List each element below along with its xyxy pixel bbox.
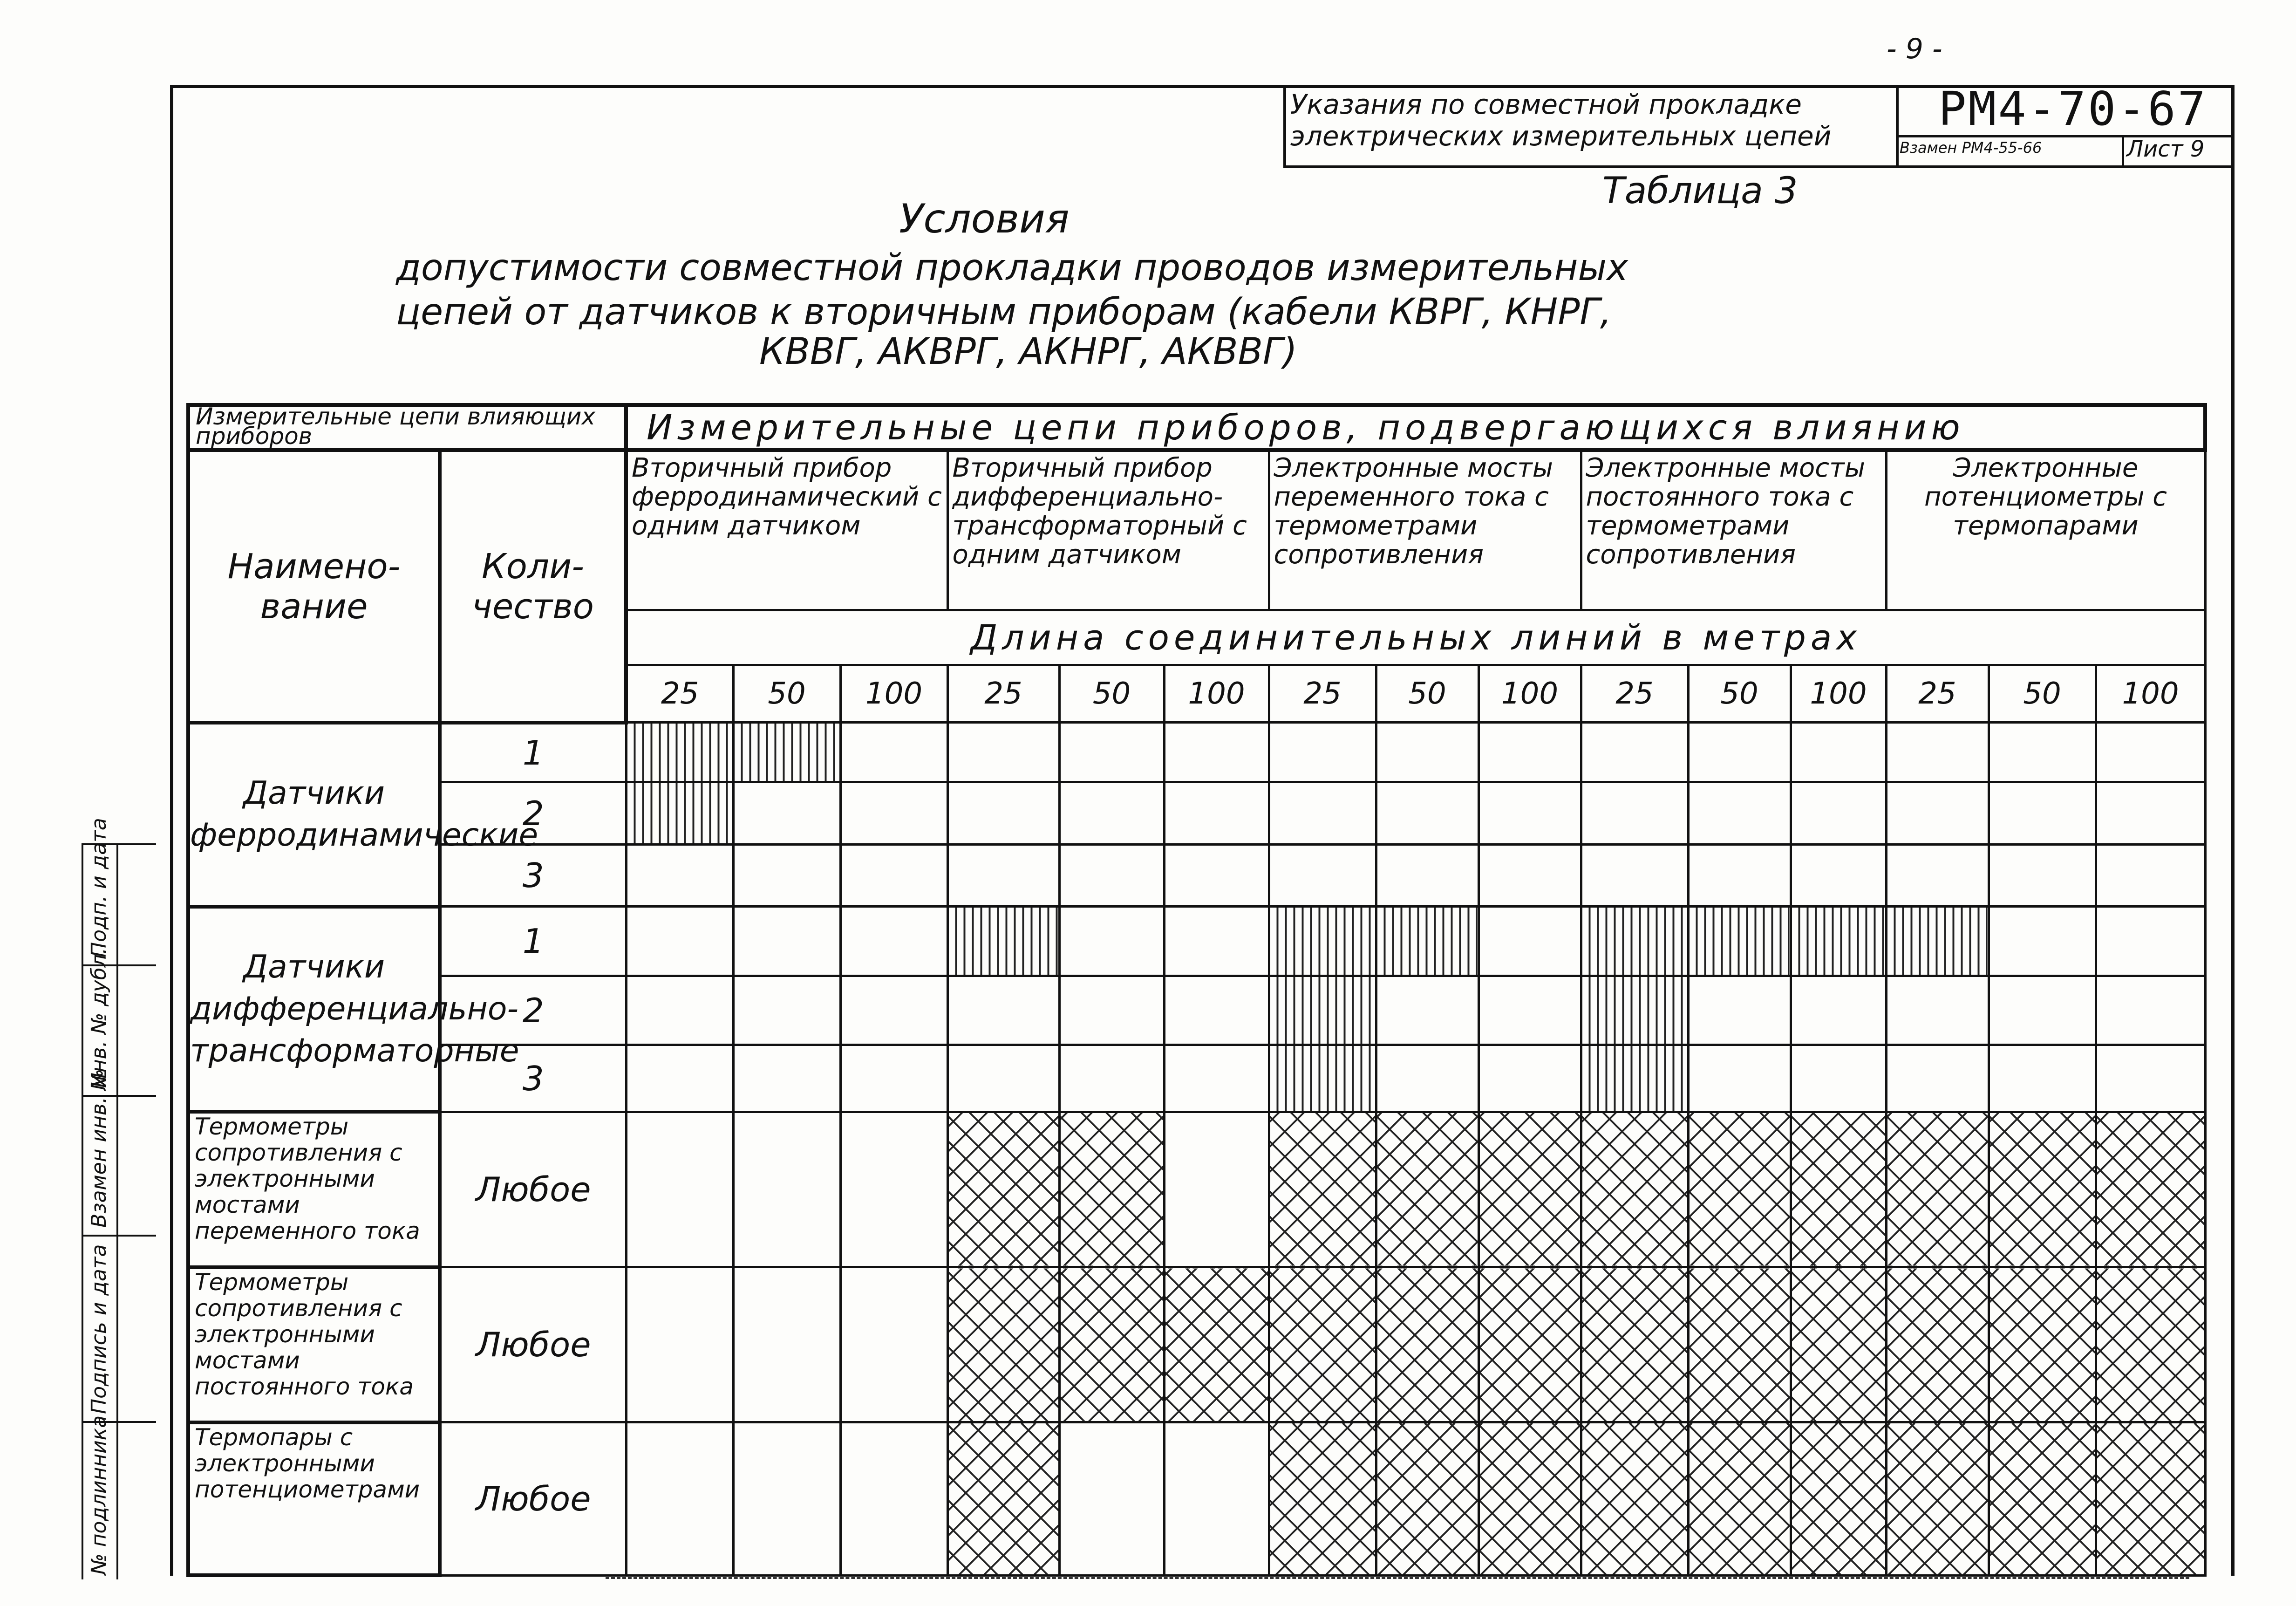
table-row [188, 723, 2205, 782]
table-cell [1059, 782, 1164, 844]
table-cell [947, 844, 1059, 906]
cross-hatched-cell [1989, 1112, 2096, 1267]
table-cell [1581, 844, 1688, 906]
hatched-cell [1886, 907, 1989, 976]
table-cell [1269, 844, 1376, 906]
length-cell: 100 [1164, 665, 1269, 723]
length-cell: 100 [1478, 665, 1581, 723]
table-cell [1376, 782, 1478, 844]
cross-hatched-cell [1791, 1267, 1886, 1422]
hatched-cell [1791, 907, 1886, 976]
table-cell [1164, 907, 1269, 976]
table-cell [2096, 723, 2205, 782]
cross-hatched-cell [1478, 1112, 1581, 1267]
strip-label: Инв. № дубл. [87, 947, 111, 1088]
table-cell [1989, 907, 2096, 976]
table-cell [733, 1267, 840, 1422]
length-cell: 100 [840, 665, 947, 723]
table-title: Условия [899, 196, 1070, 242]
cross-hatched-cell [1376, 1267, 1478, 1422]
cross-hatched-cell [1376, 1112, 1478, 1267]
hatched-cell [626, 782, 733, 844]
table-cell [1059, 1422, 1164, 1575]
cross-hatched-cell [1688, 1267, 1791, 1422]
table-cell [2096, 907, 2205, 976]
table-cell [1164, 782, 1269, 844]
table-cell [626, 1045, 733, 1112]
quantity-cell: Любое [440, 1422, 626, 1575]
table-cell [1688, 1045, 1791, 1112]
cross-hatched-cell [947, 1267, 1059, 1422]
top-header: Измерительные цепи приборов, подвергающихся влиянию [626, 405, 2205, 450]
length-cell: 100 [2096, 665, 2205, 723]
table-cell [1886, 844, 1989, 906]
group-header-ferrodynamic: Вторичный прибор ферродинамический с одним датчиком [626, 450, 947, 610]
table-cell [1164, 723, 1269, 782]
table-row [188, 1045, 2205, 1112]
table-cell [2096, 844, 2205, 906]
quantity-cell: Любое [440, 1112, 626, 1267]
cross-hatched-cell [947, 1422, 1059, 1575]
group-header-dc-bridges: Электронные мосты постоянного тока с термометрами сопротивления [1581, 450, 1886, 610]
hatched-cell [1269, 907, 1376, 976]
title-block-divider [2122, 135, 2124, 165]
table-cell [1688, 976, 1791, 1045]
table-cell [1886, 1045, 1989, 1112]
hatched-cell [1581, 976, 1688, 1045]
table-cell [840, 976, 947, 1045]
table-cell [1376, 976, 1478, 1045]
name-column-header: Наимено- вание [188, 450, 440, 722]
frame-right-line [2231, 85, 2235, 1576]
quantity-column-header: Коли- чество [440, 450, 626, 722]
cross-hatched-cell [2096, 1112, 2205, 1267]
table-cell [840, 907, 947, 976]
cross-hatched-cell [1581, 1267, 1688, 1422]
row-name-rtd-dc: Термометры сопротивления с электронными мостами постоянного тока [188, 1267, 440, 1422]
table-cell [1989, 723, 2096, 782]
table-cell [733, 907, 840, 976]
table-cell [1059, 1045, 1164, 1112]
cross-hatched-cell [1989, 1422, 2096, 1575]
table-row [188, 1112, 2205, 1267]
cross-hatched-cell [1478, 1422, 1581, 1575]
table-row [188, 1422, 2205, 1575]
table-row [188, 1267, 2205, 1422]
quantity-cell: 2 [440, 976, 626, 1045]
table-cell [733, 1112, 840, 1267]
group-header-potentiometers: Электронные потенциометры с термопарами [1886, 450, 2205, 610]
table-cell [1478, 1045, 1581, 1112]
table-cell [1478, 782, 1581, 844]
hatched-cell [1269, 976, 1376, 1045]
table-cell [1688, 844, 1791, 906]
cross-hatched-cell [1791, 1112, 1886, 1267]
table-cell [1478, 844, 1581, 906]
length-cell: 50 [1989, 665, 2096, 723]
table-cell [733, 1422, 840, 1575]
strip-label: № подлинника [87, 1415, 111, 1575]
table-cell [626, 1422, 733, 1575]
table-subtitle-line: допустимости совместной прокладки проводов измерительных [396, 247, 1628, 289]
quantity-cell: 1 [440, 907, 626, 976]
table-cell [733, 1045, 840, 1112]
hatched-cell [733, 723, 840, 782]
table-cell [840, 1112, 947, 1267]
cross-hatched-cell [1059, 1267, 1164, 1422]
table-cell [1688, 723, 1791, 782]
hatched-cell [1376, 907, 1478, 976]
table-cell [1989, 1045, 2096, 1112]
row-name-rtd-ac: Термометры сопротивления с электронными мостами переменного тока [188, 1112, 440, 1267]
table-cell [1581, 723, 1688, 782]
table-cell [1688, 782, 1791, 844]
quantity-cell: 1 [440, 723, 626, 782]
table-cell [840, 723, 947, 782]
group-header-differential: Вторичный прибор дифференциально-трансформаторный с одним датчиком [947, 450, 1269, 610]
table-cell [1886, 782, 1989, 844]
quantity-cell: 2 [440, 782, 626, 844]
length-cell: 25 [1886, 665, 1989, 723]
title-block-description: Указания по совместной прокладке электрических измерительных цепей [1290, 89, 1832, 152]
table-cell [1791, 976, 1886, 1045]
length-cell: 25 [1269, 665, 1376, 723]
cross-hatched-cell [1886, 1267, 1989, 1422]
table-row [188, 976, 2205, 1045]
row-name-differential: Датчики дифференциально-трансформаторные [188, 907, 440, 1112]
title-block-divider [1896, 86, 1899, 165]
table-cell [626, 976, 733, 1045]
table-cell [1376, 844, 1478, 906]
row-name-thermocouples: Термопары с электронными потенциометрами [188, 1422, 440, 1575]
table-cell [840, 1267, 947, 1422]
group-header-ac-bridges: Электронные мосты переменного тока с термометрами сопротивления [1269, 450, 1581, 610]
document-code: РМ4-70-67 [1938, 82, 2207, 136]
table-cell [1059, 844, 1164, 906]
table-cell [1791, 844, 1886, 906]
table-cell [626, 844, 733, 906]
table-cell [1376, 1045, 1478, 1112]
left-header: Измерительные цепи влияющих приборов [188, 405, 626, 450]
strip-line [116, 843, 118, 1579]
table-number: Таблица 3 [1602, 170, 1798, 212]
strip-label: Взамен инв. № [87, 1069, 111, 1228]
table-cell [1989, 782, 2096, 844]
cross-hatched-cell [947, 1112, 1059, 1267]
hatched-cell [1581, 907, 1688, 976]
row-name-ferrodynamic: Датчики ферродинамические [188, 723, 440, 907]
quantity-cell: 3 [440, 1045, 626, 1112]
table-cell [733, 844, 840, 906]
table-cell [626, 1267, 733, 1422]
sheet-number: Лист 9 [2126, 136, 2205, 162]
table-cell [733, 976, 840, 1045]
length-cell: 50 [1688, 665, 1791, 723]
table-cell [1059, 976, 1164, 1045]
table-cell [2096, 1045, 2205, 1112]
table-cell [626, 907, 733, 976]
table-cell [1269, 782, 1376, 844]
table-row [188, 907, 2205, 976]
table-cell [1164, 976, 1269, 1045]
bottom-cut-line [606, 1577, 2189, 1579]
cross-hatched-cell [1269, 1112, 1376, 1267]
table-cell [1581, 782, 1688, 844]
table-cell [840, 844, 947, 906]
table-row [188, 782, 2205, 844]
cross-hatched-cell [1886, 1112, 1989, 1267]
length-cell: 100 [1791, 665, 1886, 723]
table-cell [2096, 976, 2205, 1045]
cross-hatched-cell [1989, 1267, 2096, 1422]
table-cell [1059, 723, 1164, 782]
cross-hatched-cell [1059, 1112, 1164, 1267]
length-cell: 25 [1581, 665, 1688, 723]
length-cell: 25 [947, 665, 1059, 723]
cross-hatched-cell [1478, 1267, 1581, 1422]
table-cell [1164, 844, 1269, 906]
table-cell [1989, 976, 2096, 1045]
cross-hatched-cell [1886, 1422, 1989, 1575]
table-subtitle-line: цепей от датчиков к вторичным приборам (кабели КВРГ, КНРГ, [396, 291, 1612, 333]
table-cell [1478, 907, 1581, 976]
strip-line [82, 843, 83, 1579]
page-number: - 9 - [1887, 33, 1942, 65]
cross-hatched-cell [1269, 1267, 1376, 1422]
table-cell [840, 782, 947, 844]
hatched-cell [947, 907, 1059, 976]
table-cell [1791, 1045, 1886, 1112]
hatched-cell [1688, 907, 1791, 976]
cross-hatched-cell [1581, 1112, 1688, 1267]
table-row [188, 844, 2205, 906]
compatibility-table [186, 403, 2207, 1577]
table-cell [1791, 782, 1886, 844]
table-cell [1989, 844, 2096, 906]
cross-hatched-cell [1688, 1112, 1791, 1267]
table-cell [1478, 976, 1581, 1045]
strip-label: Подп. и дата [87, 818, 111, 957]
cross-hatched-cell [1376, 1422, 1478, 1575]
side-stamp-strip [82, 818, 156, 1579]
table-subtitle-line: КВВГ, АКВРГ, АКНРГ, АКВВГ) [759, 331, 1297, 373]
hatched-cell [1581, 1045, 1688, 1112]
length-cell: 25 [626, 665, 733, 723]
length-cell: 50 [1059, 665, 1164, 723]
cross-hatched-cell [1581, 1422, 1688, 1575]
table-cell [626, 1112, 733, 1267]
table-cell [1478, 723, 1581, 782]
length-cell: 50 [733, 665, 840, 723]
cross-hatched-cell [2096, 1422, 2205, 1575]
cross-hatched-cell [1164, 1267, 1269, 1422]
table-cell [947, 1045, 1059, 1112]
table-cell [1164, 1045, 1269, 1112]
length-cell: 50 [1376, 665, 1478, 723]
strip-label: Подпись и дата [87, 1244, 111, 1414]
table-cell [947, 723, 1059, 782]
hatched-cell [626, 723, 733, 782]
cross-hatched-cell [1791, 1422, 1886, 1575]
table-cell [2096, 782, 2205, 844]
table-cell [1791, 723, 1886, 782]
table-cell [733, 782, 840, 844]
table-cell [947, 782, 1059, 844]
table-cell [1164, 1112, 1269, 1267]
cross-hatched-cell [1688, 1422, 1791, 1575]
quantity-cell: Любое [440, 1267, 626, 1422]
length-header: Длина соединительных линий в метрах [626, 610, 2205, 665]
hatched-cell [1269, 1045, 1376, 1112]
cross-hatched-cell [2096, 1267, 2205, 1422]
table-cell [1269, 723, 1376, 782]
table-cell [840, 1045, 947, 1112]
quantity-cell: 3 [440, 844, 626, 906]
table-cell [1164, 1422, 1269, 1575]
table-cell [1376, 723, 1478, 782]
table-cell [1886, 976, 1989, 1045]
cross-hatched-cell [1269, 1422, 1376, 1575]
table-cell [840, 1422, 947, 1575]
table-cell [1886, 723, 1989, 782]
replaces-document: Взамен РМ4-55-66 [1900, 139, 2042, 157]
table-cell [1059, 907, 1164, 976]
table-cell [947, 976, 1059, 1045]
frame-left-line [170, 85, 173, 1576]
